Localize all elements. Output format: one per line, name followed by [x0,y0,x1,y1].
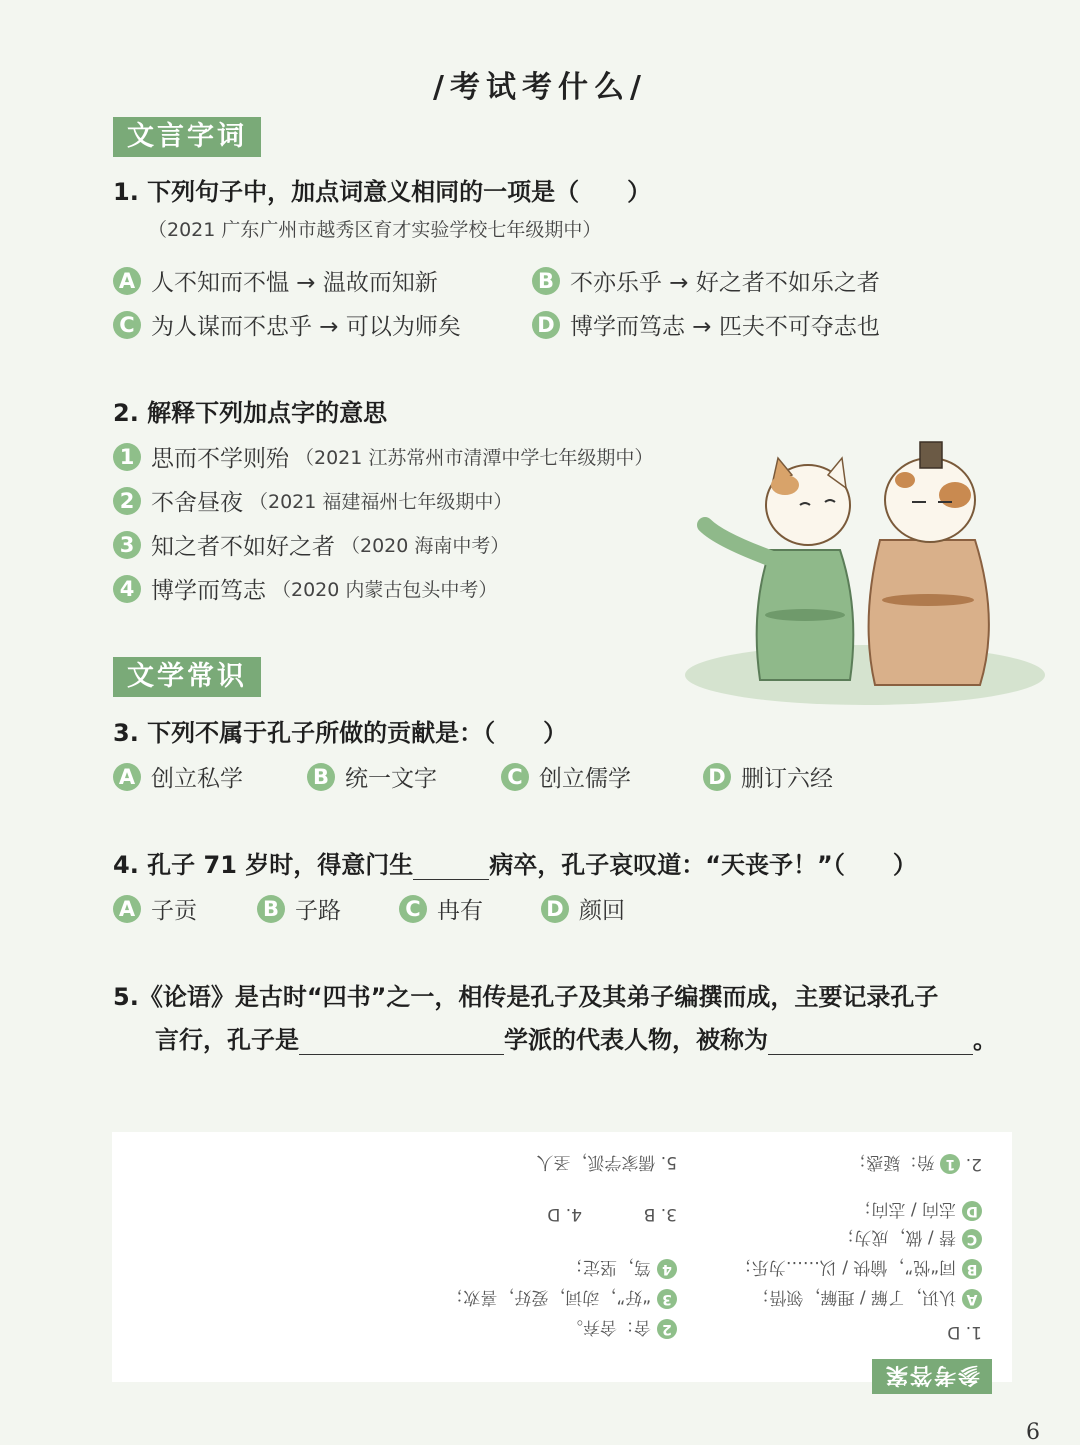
q4-option-d[interactable] [541,892,625,925]
q1-option-c[interactable] [113,308,461,341]
q2-item-source: （2021 福建福州七年级期中） [249,491,513,513]
answer-2-1-text: 殆：疑惑； [849,1152,935,1172]
q4-option-b[interactable] [257,892,341,925]
option-b-badge: B [307,763,335,791]
answer-2 [849,1152,982,1177]
q1-option-b[interactable] [532,264,880,297]
q4-blank[interactable] [413,855,489,880]
q2-item-4 [113,572,497,605]
q3-option-b-text: 统一文字 [345,766,437,792]
number-badge: 4 [113,575,141,603]
answer-1-c-text: 替 / 做，成为； [837,1227,956,1247]
answer-2-3 [446,1287,677,1312]
answer-1-d [854,1199,982,1224]
answer-2-4-text: 笃，坚定； [566,1257,651,1277]
question-5-line-2 [155,1020,997,1055]
q3-option-d[interactable] [703,760,833,793]
section-header-literature: 文学常识 [113,657,261,697]
q5-blank-1[interactable] [299,1030,504,1055]
page-title: /考试考什么/ [433,70,647,105]
answer-5: 5. 儒家学派，圣人 [536,1152,677,1172]
answer-badge-2: 2 [657,1320,677,1340]
answer-badge-d: D [962,1202,982,1222]
answer-1-a [752,1287,982,1312]
cats-illustration [680,430,1050,710]
q5-blank-2[interactable] [768,1030,973,1055]
q4-option-c-text: 冉有 [437,898,483,924]
answer-2-2-text: 舍：舍弃。 [566,1317,651,1337]
question-1-source: （2021 广东广州市越秀区育才实验学校七年级期中） [148,219,602,241]
answer-4: 4. D [547,1204,582,1224]
q4-option-b-text: 子路 [295,898,341,924]
q3-option-c-text: 创立儒学 [539,766,631,792]
q4-text-before: 4. 孔子 71 岁时，得意门生 [113,851,414,879]
option-b-badge: B [532,267,560,295]
q4-text-after: 病卒，孔子哀叹道：“天丧予！”（ ） [489,851,917,879]
answer-1-b-text: 同“悦”，愉快 / 以……为乐； [734,1257,956,1277]
answer-2-2 [566,1317,677,1342]
q4-option-a[interactable] [113,892,197,925]
answer-2-3-text: “好”，动词，爱好，喜欢； [446,1287,651,1307]
q3-option-a[interactable] [113,760,243,793]
q3-option-c[interactable] [501,760,631,793]
answer-badge-a: A [962,1290,982,1310]
q5-text-a: 言行，孔子是 [155,1026,299,1054]
number-badge: 3 [113,531,141,559]
q5-text-b: 学派的代表人物，被称为 [504,1026,768,1054]
q1-option-a-text: 人不知而不愠 → 温故而知新 [151,270,438,296]
answer-1-a-text: 认识，了解 / 理解，领悟； [752,1287,956,1307]
q2-item-source: （2020 内蒙古包头中考） [272,579,498,601]
option-a-badge: A [113,267,141,295]
option-c-badge: C [501,763,529,791]
answer-badge-3: 3 [657,1290,677,1310]
option-b-badge: B [257,895,285,923]
answer-badge-b: B [962,1260,982,1280]
option-c-badge: C [399,895,427,923]
option-a-badge: A [113,763,141,791]
answer-1-d-text: 志向 / 志向； [854,1199,956,1219]
q2-item-text: 不舍昼夜 [151,490,243,516]
q2-item-text: 知之者不如好之者 [151,534,335,560]
q1-option-c-text: 为人谋而不忠乎 → 可以为师矣 [151,314,461,340]
q1-option-b-text: 不亦乐乎 → 好之者不如乐之者 [570,270,880,296]
q1-option-d[interactable] [532,308,880,341]
answer-key-tag: 参考答案 [872,1359,992,1394]
q1-option-a[interactable] [113,264,438,297]
q2-item-2 [113,484,512,517]
answer-badge-1: 1 [940,1155,960,1175]
answer-badge-4: 4 [657,1260,677,1280]
number-badge: 2 [113,487,141,515]
page-number: 6 [1026,1420,1040,1445]
answer-2-4 [566,1257,677,1282]
answer-1: 1. D [947,1322,982,1342]
q3-option-d-text: 删订六经 [741,766,833,792]
q4-option-d-text: 颜回 [579,898,625,924]
q2-item-text: 思而不学则殆 [151,446,289,472]
q5-text-end: 。 [973,1026,997,1054]
question-1-text: 1. 下列句子中，加点词意义相同的一项是（ ） [113,178,652,206]
option-d-badge: D [703,763,731,791]
option-a-badge: A [113,895,141,923]
q3-option-b[interactable] [307,760,437,793]
q2-item-source: （2021 江苏常州市清潭中学七年级期中） [295,447,654,469]
answer-key-rotated [112,1132,1012,1387]
number-badge: 1 [113,443,141,471]
q4-option-a-text: 子贡 [151,898,197,924]
q2-item-text: 博学而笃志 [151,578,266,604]
question-2-text: 2. 解释下列加点字的意思 [113,399,388,427]
option-c-badge: C [113,311,141,339]
answer-1-c [837,1227,982,1252]
answer-badge-c: C [962,1230,982,1250]
q1-option-d-text: 博学而笃志 → 匹夫不可夺志也 [570,314,880,340]
question-5-line-1: 5.《论语》是古时“四书”之一，相传是孔子及其弟子编撰而成，主要记录孔子 [113,983,939,1011]
answer-key-box [112,1132,1012,1387]
answer-3: 3. B [643,1204,677,1224]
option-d-badge: D [541,895,569,923]
q2-item-1 [113,440,653,473]
q4-option-c[interactable] [399,892,483,925]
answer-2-label: 2. [965,1154,982,1175]
q2-item-source: （2020 海南中考） [341,535,510,557]
question-3-text: 3. 下列不属于孔子所做的贡献是：（ ） [113,719,568,747]
q3-option-a-text: 创立私学 [151,766,243,792]
q2-item-3 [113,528,509,561]
question-4-text [113,845,917,880]
section-header-vocab: 文言字词 [113,117,261,157]
option-d-badge: D [532,311,560,339]
answer-1-b [735,1257,982,1282]
